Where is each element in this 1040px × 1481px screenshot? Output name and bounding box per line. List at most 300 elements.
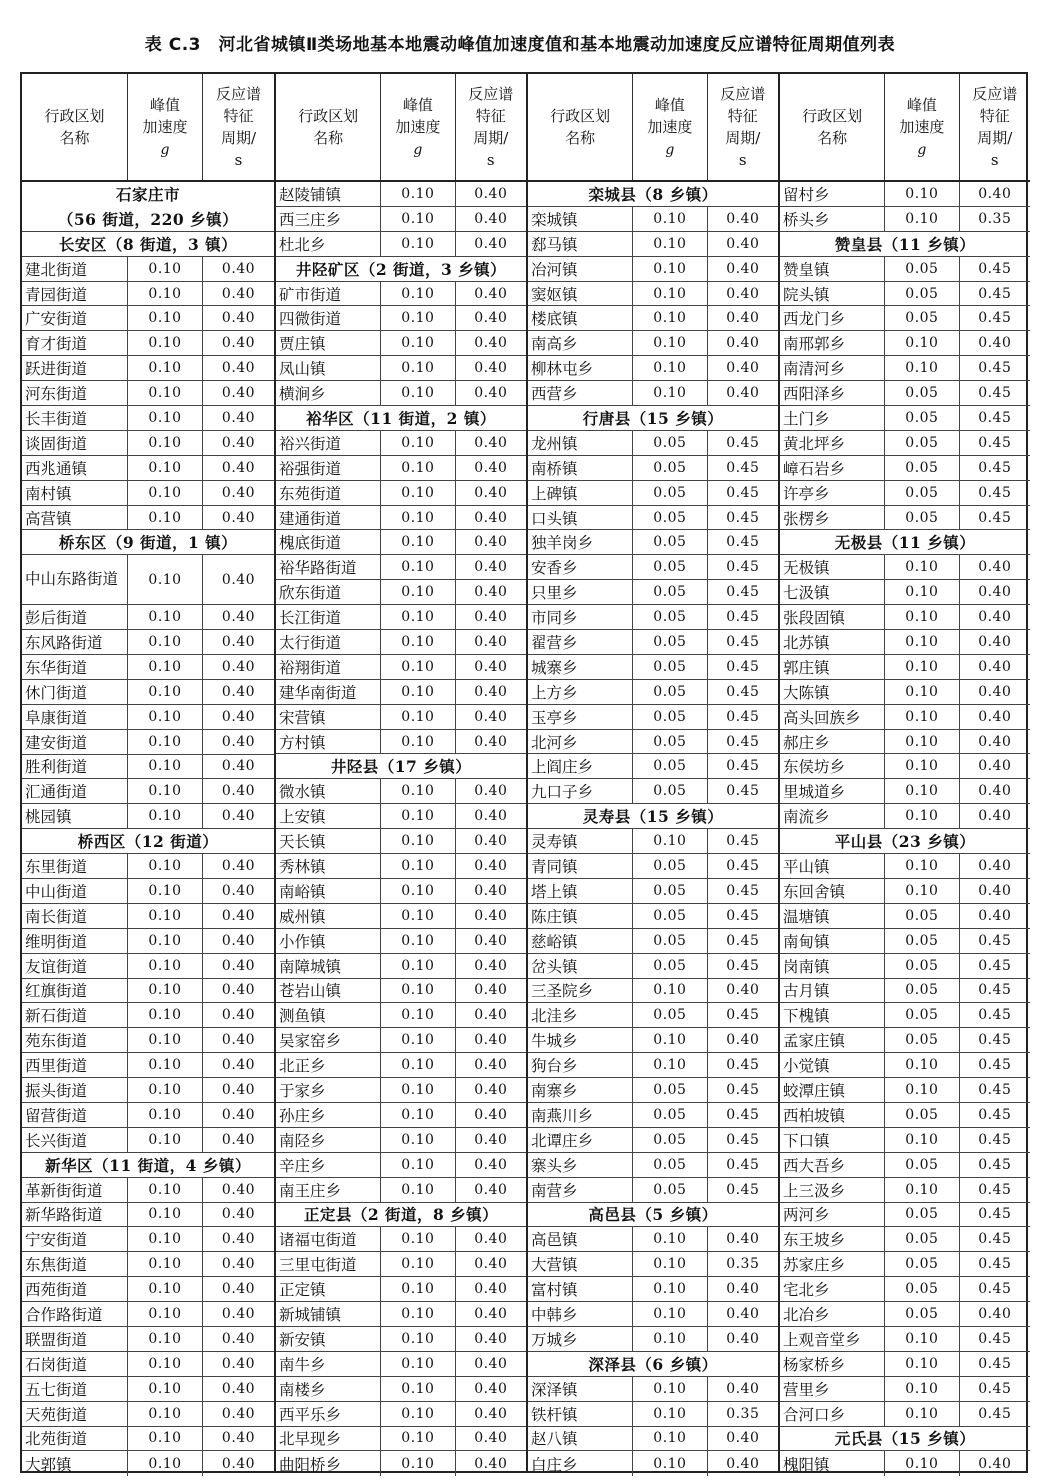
characteristic-period: 0.40 <box>202 1427 274 1451</box>
table-row <box>780 1203 1030 1228</box>
admin-name: 北谭庄乡 <box>531 1131 594 1150</box>
characteristic-period: 0.40 <box>202 854 274 878</box>
peak-acceleration: 0.10 <box>127 655 202 679</box>
peak-acceleration: 0.10 <box>380 1028 454 1052</box>
table-row <box>22 306 274 331</box>
table-row <box>276 1252 526 1277</box>
characteristic-period: 0.40 <box>455 1402 526 1426</box>
table-row <box>22 680 274 705</box>
peak-acceleration: 0.05 <box>632 580 706 604</box>
peak-acceleration: 0.10 <box>380 655 454 679</box>
group-header: 栾城县（8 乡镇） <box>528 182 778 207</box>
peak-acceleration: 0.05 <box>884 431 958 455</box>
admin-name: 西苑街道 <box>25 1281 88 1300</box>
table-row <box>22 854 274 879</box>
peak-acceleration: 0.05 <box>884 1302 958 1326</box>
peak-acceleration: 0.10 <box>127 1451 202 1476</box>
table-row <box>528 1327 778 1352</box>
characteristic-period: 0.40 <box>455 1451 526 1476</box>
admin-name: 长丰街道 <box>25 409 88 428</box>
table-row <box>780 1277 1030 1302</box>
peak-acceleration: 0.10 <box>632 356 706 380</box>
admin-name: 南陉乡 <box>279 1131 326 1150</box>
characteristic-period: 0.45 <box>959 356 1030 380</box>
admin-name: 古月镇 <box>783 982 830 1001</box>
admin-name: 黄北坪乡 <box>783 434 846 453</box>
peak-acceleration: 0.10 <box>632 207 706 231</box>
characteristic-period: 0.45 <box>959 1078 1030 1102</box>
characteristic-period: 0.45 <box>707 1128 778 1152</box>
characteristic-period: 0.45 <box>959 1003 1030 1027</box>
peak-acceleration: 0.10 <box>632 1252 706 1276</box>
admin-name: 威州镇 <box>279 907 326 926</box>
characteristic-period: 0.40 <box>707 257 778 281</box>
characteristic-period: 0.45 <box>707 530 778 554</box>
characteristic-period: 0.40 <box>455 182 526 206</box>
peak-acceleration: 0.10 <box>127 1178 202 1202</box>
characteristic-period: 0.45 <box>707 754 778 778</box>
peak-acceleration: 0.05 <box>884 1103 958 1127</box>
table-row <box>276 1078 526 1103</box>
peak-acceleration: 0.10 <box>632 1327 706 1351</box>
admin-name: 西龙门乡 <box>783 310 846 329</box>
admin-name: 新石街道 <box>25 1007 88 1026</box>
admin-name: 独羊岗乡 <box>531 534 594 553</box>
peak-acceleration: 0.10 <box>127 257 202 281</box>
header-pga: 峰值 加速度 g <box>632 74 706 180</box>
table-row <box>780 630 1030 655</box>
characteristic-period: 0.40 <box>707 381 778 405</box>
table-row <box>276 381 526 406</box>
characteristic-period: 0.40 <box>707 207 778 231</box>
table-row <box>780 1252 1030 1277</box>
characteristic-period: 0.45 <box>959 1352 1030 1376</box>
characteristic-period: 0.40 <box>455 456 526 480</box>
table-row <box>780 779 1030 804</box>
peak-acceleration: 0.05 <box>632 929 706 953</box>
table-row <box>528 630 778 655</box>
table-row <box>528 655 778 680</box>
admin-name: 西大吾乡 <box>783 1156 846 1175</box>
peak-acceleration: 0.10 <box>884 1352 958 1376</box>
table-row <box>276 1327 526 1352</box>
characteristic-period: 0.45 <box>959 1178 1030 1202</box>
table-row <box>276 804 526 829</box>
admin-name: 陈庄镇 <box>531 907 578 926</box>
admin-name: 北冶乡 <box>783 1306 830 1325</box>
characteristic-period: 0.40 <box>707 232 778 256</box>
characteristic-period: 0.40 <box>455 306 526 330</box>
group-header: 桥西区（12 街道） <box>22 829 274 854</box>
table-row <box>780 1003 1030 1028</box>
admin-name: 太行街道 <box>279 633 342 652</box>
peak-acceleration: 0.05 <box>632 481 706 505</box>
peak-acceleration: 0.10 <box>127 1028 202 1052</box>
peak-acceleration: 0.10 <box>632 257 706 281</box>
table-rows <box>276 182 526 1476</box>
table-row <box>22 655 274 680</box>
characteristic-period: 0.40 <box>202 630 274 654</box>
characteristic-period: 0.40 <box>202 1377 274 1401</box>
table-row <box>528 605 778 630</box>
admin-name: 白庄乡 <box>531 1455 578 1474</box>
table-row <box>528 356 778 381</box>
characteristic-period: 0.40 <box>455 1427 526 1451</box>
characteristic-period: 0.45 <box>707 605 778 629</box>
peak-acceleration: 0.10 <box>884 1128 958 1152</box>
group-header: 灵寿县（15 乡镇） <box>528 804 778 829</box>
table-row <box>276 1352 526 1377</box>
admin-name: 西平乐乡 <box>279 1405 342 1424</box>
admin-name: 九口子乡 <box>531 783 594 802</box>
characteristic-period: 0.40 <box>455 555 526 579</box>
peak-acceleration: 0.10 <box>127 680 202 704</box>
admin-name: 里城道乡 <box>783 783 846 802</box>
characteristic-period: 0.45 <box>959 306 1030 330</box>
characteristic-period: 0.40 <box>959 730 1030 754</box>
table-row <box>780 406 1030 431</box>
characteristic-period: 0.45 <box>959 1277 1030 1301</box>
peak-acceleration: 0.10 <box>884 730 958 754</box>
peak-acceleration: 0.05 <box>632 1003 706 1027</box>
characteristic-period: 0.40 <box>455 282 526 306</box>
peak-acceleration: 0.10 <box>380 1377 454 1401</box>
admin-name: 富村镇 <box>531 1281 578 1300</box>
admin-name: 口头镇 <box>531 509 578 528</box>
characteristic-period: 0.40 <box>455 1003 526 1027</box>
characteristic-period: 0.40 <box>455 207 526 231</box>
characteristic-period: 0.40 <box>455 1053 526 1077</box>
peak-acceleration: 0.10 <box>632 1053 706 1077</box>
peak-acceleration: 0.10 <box>380 1153 454 1177</box>
characteristic-period: 0.40 <box>959 879 1030 903</box>
peak-acceleration: 0.05 <box>632 779 706 803</box>
admin-name: 广安街道 <box>25 310 88 329</box>
characteristic-period: 0.40 <box>455 1352 526 1376</box>
table-row <box>528 1128 778 1153</box>
table-row <box>276 306 526 331</box>
characteristic-period: 0.45 <box>959 1327 1030 1351</box>
peak-acceleration: 0.05 <box>632 954 706 978</box>
header-pga: 峰值 加速度 g <box>884 74 958 180</box>
characteristic-period: 0.45 <box>959 1053 1030 1077</box>
admin-name: 孟家庄镇 <box>783 1032 846 1051</box>
peak-acceleration: 0.10 <box>632 829 706 853</box>
peak-acceleration: 0.05 <box>884 506 958 530</box>
table-row <box>780 655 1030 680</box>
characteristic-period: 0.40 <box>202 979 274 1003</box>
peak-acceleration: 0.10 <box>127 282 202 306</box>
table-row <box>22 1327 274 1352</box>
characteristic-period: 0.40 <box>959 680 1030 704</box>
admin-name: 寨头乡 <box>531 1156 578 1175</box>
characteristic-period: 0.40 <box>202 257 274 281</box>
table-row <box>528 730 778 755</box>
admin-name: 西柏坡镇 <box>783 1106 846 1125</box>
characteristic-period: 0.40 <box>707 356 778 380</box>
admin-name: 合河口乡 <box>783 1405 846 1424</box>
table-row <box>276 232 526 257</box>
admin-name: 三里屯街道 <box>279 1256 357 1275</box>
characteristic-period: 0.45 <box>959 1103 1030 1127</box>
characteristic-period: 0.40 <box>202 1078 274 1102</box>
peak-acceleration: 0.10 <box>127 979 202 1003</box>
admin-name: 南王庄乡 <box>279 1181 342 1200</box>
characteristic-period: 0.40 <box>202 331 274 355</box>
table-column-1 <box>22 74 274 1474</box>
characteristic-period: 0.40 <box>202 1178 274 1202</box>
table-row <box>780 481 1030 506</box>
admin-name: 上碑镇 <box>531 484 578 503</box>
admin-name: 张楞乡 <box>783 509 830 528</box>
table-row <box>22 1003 274 1028</box>
peak-acceleration: 0.10 <box>380 555 454 579</box>
admin-name: 于家乡 <box>279 1082 326 1100</box>
admin-name: 狗台乡 <box>531 1057 578 1076</box>
table-row <box>528 829 778 854</box>
peak-acceleration: 0.10 <box>884 680 958 704</box>
admin-name: 郄马镇 <box>531 235 578 254</box>
admin-name: 西三庄乡 <box>279 210 342 229</box>
table-row <box>528 1377 778 1402</box>
admin-name: 南邢郭乡 <box>783 335 846 354</box>
table-row <box>780 1327 1030 1352</box>
characteristic-period: 0.45 <box>707 1053 778 1077</box>
peak-acceleration: 0.05 <box>632 730 706 754</box>
characteristic-period: 0.40 <box>959 182 1030 206</box>
admin-name: 北早现乡 <box>279 1430 342 1449</box>
peak-acceleration: 0.10 <box>380 730 454 754</box>
admin-name: 辛庄乡 <box>279 1156 326 1175</box>
table-row <box>276 904 526 929</box>
peak-acceleration: 0.10 <box>380 182 454 206</box>
table-row <box>276 1103 526 1128</box>
characteristic-period: 0.40 <box>202 755 274 779</box>
peak-acceleration: 0.05 <box>884 1003 958 1027</box>
table-row <box>528 1028 778 1053</box>
characteristic-period: 0.40 <box>455 1103 526 1127</box>
admin-name: 裕翔街道 <box>279 658 342 677</box>
peak-acceleration: 0.05 <box>884 456 958 480</box>
table-row <box>528 705 778 730</box>
characteristic-period: 0.40 <box>959 804 1030 828</box>
characteristic-period: 0.45 <box>959 381 1030 405</box>
peak-acceleration: 0.10 <box>380 1352 454 1376</box>
admin-name: 赵陵铺镇 <box>279 185 342 204</box>
table-row <box>276 481 526 506</box>
peak-acceleration: 0.10 <box>127 1203 202 1227</box>
characteristic-period: 0.40 <box>202 431 274 455</box>
peak-acceleration: 0.10 <box>884 580 958 604</box>
table-row <box>276 506 526 531</box>
admin-name: 三圣院乡 <box>531 982 594 1001</box>
characteristic-period: 0.40 <box>455 680 526 704</box>
characteristic-period: 0.40 <box>455 1153 526 1177</box>
peak-acceleration: 0.10 <box>127 406 202 430</box>
characteristic-period: 0.40 <box>455 605 526 629</box>
characteristic-period: 0.45 <box>707 580 778 604</box>
table-row <box>780 904 1030 929</box>
column-header <box>780 74 1030 182</box>
peak-acceleration: 0.10 <box>127 879 202 903</box>
table-row <box>528 431 778 456</box>
characteristic-period: 0.40 <box>202 306 274 330</box>
table-row <box>780 282 1030 307</box>
table-row <box>22 1053 274 1078</box>
characteristic-period: 0.45 <box>959 979 1030 1003</box>
table-row <box>528 1277 778 1302</box>
characteristic-period: 0.45 <box>707 730 778 754</box>
peak-acceleration: 0.10 <box>380 1003 454 1027</box>
peak-acceleration: 0.10 <box>380 954 454 978</box>
characteristic-period: 0.40 <box>959 1451 1030 1476</box>
peak-acceleration: 0.10 <box>127 1252 202 1276</box>
characteristic-period: 0.40 <box>455 481 526 505</box>
characteristic-period: 0.45 <box>959 506 1030 530</box>
peak-acceleration: 0.10 <box>380 979 454 1003</box>
peak-acceleration: 0.10 <box>127 506 202 530</box>
table-row <box>276 680 526 705</box>
admin-name: 南燕川乡 <box>531 1106 594 1125</box>
table-row <box>22 331 274 356</box>
table-row <box>276 1302 526 1327</box>
table-row <box>528 306 778 331</box>
table-row <box>780 1053 1030 1078</box>
admin-name: 桃园镇 <box>25 808 72 827</box>
table-row <box>276 580 526 605</box>
peak-acceleration: 0.10 <box>380 1053 454 1077</box>
admin-name: 东焦街道 <box>25 1256 88 1275</box>
table-row <box>528 1427 778 1452</box>
peak-acceleration: 0.10 <box>380 580 454 604</box>
table-row <box>528 530 778 555</box>
table-row <box>22 1028 274 1053</box>
characteristic-period: 0.45 <box>959 929 1030 953</box>
admin-name: 南牛乡 <box>279 1355 326 1374</box>
admin-name: 革新街街道 <box>25 1181 103 1200</box>
peak-acceleration: 0.10 <box>127 904 202 928</box>
characteristic-period: 0.40 <box>959 1302 1030 1326</box>
peak-acceleration: 0.10 <box>127 954 202 978</box>
peak-acceleration: 0.05 <box>884 1227 958 1251</box>
table-row <box>780 1451 1030 1476</box>
header-period: 反应谱 特征 周期/ s <box>202 74 274 180</box>
admin-name: 南流乡 <box>783 808 830 827</box>
characteristic-period: 0.45 <box>707 879 778 903</box>
characteristic-period: 0.45 <box>959 1377 1030 1401</box>
peak-acceleration: 0.10 <box>127 1377 202 1401</box>
characteristic-period: 0.40 <box>707 1227 778 1251</box>
table-row <box>780 705 1030 730</box>
characteristic-period: 0.40 <box>707 1028 778 1052</box>
admin-name: 南村镇 <box>25 484 72 503</box>
admin-name: 裕华路街道 <box>279 559 357 578</box>
table-row <box>22 1128 274 1153</box>
peak-acceleration: 0.10 <box>380 779 454 803</box>
table-row <box>528 456 778 481</box>
characteristic-period: 0.40 <box>202 381 274 405</box>
table-row <box>780 506 1030 531</box>
peak-acceleration: 0.10 <box>884 804 958 828</box>
table-row <box>780 1028 1030 1053</box>
characteristic-period: 0.40 <box>455 431 526 455</box>
table-column-3 <box>526 74 778 1474</box>
peak-acceleration: 0.10 <box>884 1327 958 1351</box>
characteristic-period: 0.40 <box>959 555 1030 579</box>
table-row <box>276 1402 526 1427</box>
peak-acceleration: 0.10 <box>127 1402 202 1426</box>
peak-acceleration: 0.10 <box>127 854 202 878</box>
characteristic-period: 0.45 <box>707 555 778 579</box>
admin-name: 上安镇 <box>279 808 326 827</box>
peak-acceleration: 0.10 <box>884 705 958 729</box>
peak-acceleration: 0.05 <box>884 257 958 281</box>
characteristic-period: 0.40 <box>455 979 526 1003</box>
table-row <box>276 1377 526 1402</box>
admin-name: 留村乡 <box>783 185 830 204</box>
table-row <box>780 730 1030 755</box>
peak-acceleration: 0.10 <box>127 755 202 779</box>
header-pga: 峰值 加速度 g <box>127 74 202 180</box>
characteristic-period: 0.45 <box>707 506 778 530</box>
characteristic-period: 0.40 <box>202 705 274 729</box>
table-row <box>528 1302 778 1327</box>
table-row <box>276 1028 526 1053</box>
admin-name: 苏家庄乡 <box>783 1256 846 1275</box>
admin-name: 大郭镇 <box>25 1455 72 1474</box>
admin-name: 张段固镇 <box>783 609 846 628</box>
table-row <box>22 1302 274 1327</box>
admin-name: 留营街道 <box>25 1106 88 1125</box>
peak-acceleration: 0.10 <box>884 655 958 679</box>
table-row <box>528 754 778 779</box>
peak-acceleration: 0.10 <box>380 605 454 629</box>
table-row <box>780 954 1030 979</box>
header-pga: 峰值 加速度 g <box>380 74 454 180</box>
table-row <box>780 431 1030 456</box>
table-row <box>276 1277 526 1302</box>
characteristic-period: 0.40 <box>707 1377 778 1401</box>
peak-acceleration: 0.10 <box>632 232 706 256</box>
admin-name: 上阎庄乡 <box>531 758 594 777</box>
admin-name: 嶂石岩乡 <box>783 459 846 478</box>
admin-name: 西营乡 <box>531 385 578 404</box>
characteristic-period: 0.45 <box>959 954 1030 978</box>
characteristic-period: 0.40 <box>455 1327 526 1351</box>
peak-acceleration: 0.10 <box>380 506 454 530</box>
admin-name: 郭庄镇 <box>783 658 830 677</box>
peak-acceleration: 0.10 <box>380 207 454 231</box>
admin-name: 高头回族乡 <box>783 708 861 727</box>
table-row <box>780 356 1030 381</box>
table-row <box>780 381 1030 406</box>
peak-acceleration: 0.10 <box>380 530 454 554</box>
table-row <box>276 207 526 232</box>
peak-acceleration: 0.10 <box>127 456 202 480</box>
admin-name: 许亭乡 <box>783 484 830 503</box>
characteristic-period: 0.40 <box>202 282 274 306</box>
peak-acceleration: 0.10 <box>380 431 454 455</box>
admin-name: 蛟潭庄镇 <box>783 1082 846 1100</box>
table-row <box>22 929 274 954</box>
table-row <box>276 979 526 1004</box>
peak-acceleration: 0.10 <box>884 331 958 355</box>
group-header: 行唐县（15 乡镇） <box>528 406 778 431</box>
characteristic-period: 0.40 <box>707 306 778 330</box>
characteristic-period: 0.40 <box>455 1178 526 1202</box>
characteristic-period: 0.40 <box>202 406 274 430</box>
table-row <box>528 580 778 605</box>
